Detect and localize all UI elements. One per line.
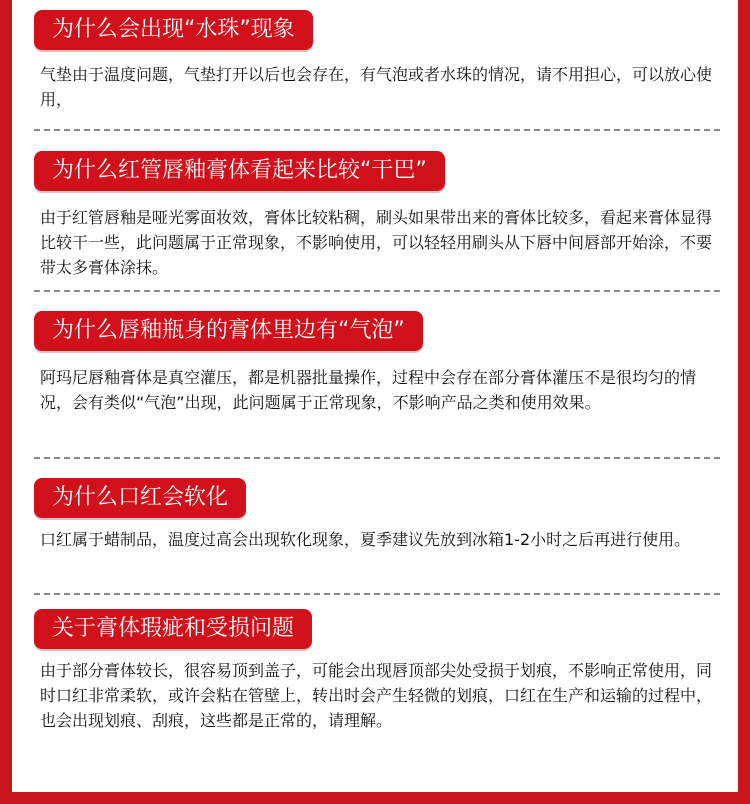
faq-panel (12, 0, 738, 792)
faq-answer-1: 气垫由于温度问题，气垫打开以后也会存在，有气泡或者水珠的情况，请不用担心，可以放心使用， (40, 65, 713, 109)
divider-2 (34, 290, 720, 292)
faq-question-4: 为什么口红会软化 (34, 478, 246, 518)
divider-3 (34, 457, 720, 459)
faq-answer-5: 由于部分膏体较长，很容易顶到盖子，可能会出现唇顶部尖处受损于划痕，不影响正常使用，同时口红非常柔软，或许会粘在管壁上，转出时会产生轻微的划痕，口红在生产和运输的过程中，也会出现划痕、刮痕，这些都是正常的，请理解。 (40, 661, 713, 730)
faq-question-2: 为什么红管唇釉膏体看起来比较“干巴” (34, 151, 445, 191)
faq-question-3: 为什么唇釉瓶身的膏体里边有“气泡” (34, 311, 423, 351)
divider-4 (34, 593, 720, 595)
faq-answer-4: 口红属于蜡制品，温度过高会出现软化现象，夏季建议先放到冰箱1-2小时之后再进行使用。 (40, 530, 691, 549)
faq-question-5: 关于膏体瑕疵和受损问题 (34, 609, 312, 649)
divider-1 (34, 129, 720, 131)
faq-answer-2: 由于红管唇釉是哑光雾面妆效，膏体比较粘稠，刷头如果带出来的膏体比较多，看起来膏体显得比较干一些，此问题属于正常现象，不影响使用，可以轻轻用刷头从下唇中间唇部开始涂，不要带太多膏体涂抹。 (40, 208, 713, 277)
faq-question-1: 为什么会出现“水珠”现象 (34, 10, 313, 50)
faq-answer-3: 阿玛尼唇釉膏体是真空灌压，都是机器批量操作，过程中会存在部分膏体灌压不是很均匀的情况，会有类似“气泡”出现，此问题属于正常现象，不影响产品之类和使用效果。 (40, 368, 697, 412)
